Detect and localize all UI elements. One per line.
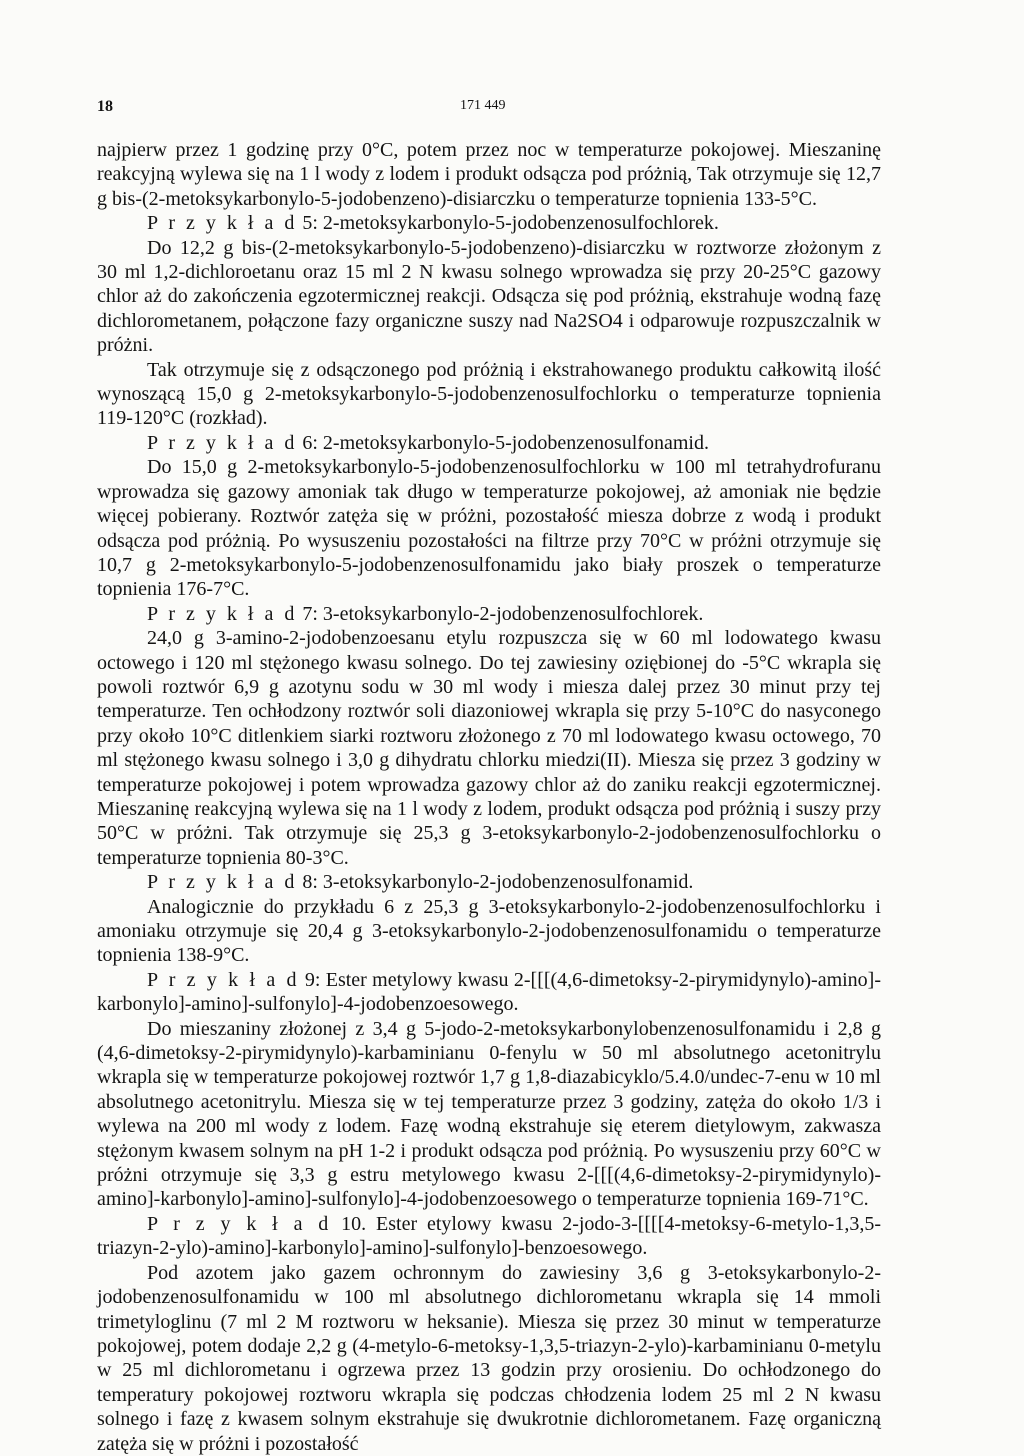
example-label: P r z y k ł a d — [147, 968, 300, 991]
paragraph: najpierw przez 1 godzinę przy 0°C, potem przez noc w temperaturze pokojowej. Mieszaninę reakcyjną wylewa się na 1 l wody z lodem i produkt odsącza pod próżnią, Tak otrzymuje się 12,7 g bis-(2-metoksykarbonylo-5-jodobenzeno)-disiarczku o temperaturze topnienia 133-5°C. — [97, 139, 881, 210]
example-heading: P r z y k ł a d 9: Ester metylowy kwasu 2-[[[(4,6-dimetoksy-2-pirymidynylo)-amino]-karbonylo]-amino]-sulfonylo]-4-jodobenzoesowego. — [97, 968, 882, 1016]
example-heading: P r z y k ł a d 10. Ester etylowy kwasu 2-jodo-3-[[[[4-metoksy-6-metylo-1,3,5-triazyn-2-ylo)-amino]-karbonylo]-amino]-sulfonylo]-benzoesowego. — [97, 1212, 881, 1260]
example-label: P r z y k ł a d — [147, 1212, 332, 1235]
example-label: P r z y k ł a d — [147, 602, 298, 625]
paragraph: Do 15,0 g 2-metoksykarbonylo-5-jodobenzenosulfochlorku w 100 ml tetrahydrofuranu wprowadza się gazowy amoniak tak długo w temperaturze pokojowej, aż amoniak nie będzie więcej pobierany. Roztwór zatęża się w próżni, pozostałość miesza dobrze z wodą i produkt odsącza pod próżnią. Po wysuszeniu pozostałości na filtrze przy 70°C w próżni otrzymuje się 10,7 g 2-metoksykarbonylo-5-jodobenzenosulfonamidu jako biały proszek o temperaturze topnienia 176-7°C. — [97, 456, 881, 601]
paragraph: Do mieszaniny złożonej z 3,4 g 5-jodo-2-metoksykarbonylobenzenosulfonamidu i 2,8 g (4,6-dimetoksy-2-pirymidynylo)-karbaminianu 0-fenylu w 50 ml absolutnego acetonitrylu wkrapla się w temperaturze pokojowej roztwór 1,7 g 1,8-diazabicyklo/5.4.0/undec-7-enu w 10 ml absolutnego acetonitrylu. Miesza się w tej temperaturze przez 3 godziny, zatęża do około 1/3 i wylewa na 200 ml wody z lodem. Fazę wodną ekstrahuje się eterem dietylowym, zakwasza stężonym kwasem solnym na pH 1-2 i produkt odsącza pod próżnią. Po wysuszeniu przy 60°C w próżni otrzymuje się 3,3 g estru metylowego kwasu 2-[[[(4,6-dimetoksy-2-pirymidynylo)-amino]-karbonylo]-amino]-sulfonylo]-4-jodobenzoesowego o temperaturze topnienia 169-71°C. — [97, 1017, 881, 1211]
document-body — [97, 138, 881, 1456]
example-heading: P r z y k ł a d 6: 2-metoksykarbonylo-5-jodobenzenosulfonamid. — [147, 431, 709, 454]
paragraph: Pod azotem jako gazem ochronnym do zawiesiny 3,6 g 3-etoksykarbonylo-2-jodobenzenosulfonamidu w 100 ml absolutnego dichlorometanu wkrapla się 14 mmoli trimetyloglinu (7 ml 2 M roztworu w heksanie). Miesza się przez 30 minut w temperaturze pokojowej, potem dodaje 2,2 g (4-metylo-6-metoksy-1,3,5-triazyn-2-ylo)-karbaminianu 0-metylu w 25 ml dichlorometanu i ogrzewa przez 13 godzin przy orosieniu. Do ochłodzonego do temperatury pokojowej roztworu wkrapla się podczas chłodzenia lodem 25 ml 2 N kwasu solnego i fazę z kwasem solnym ekstrahuje się dwukrotnie dichlorometanem. Fazę organiczną zatęża się w próżni i pozostałość — [97, 1261, 881, 1455]
example-heading: P r z y k ł a d 7: 3-etoksykarbonylo-2-jodobenzenosulfochlorek. — [147, 602, 704, 625]
example-label: P r z y k ł a d — [147, 871, 298, 894]
patent-number: 171 449 — [460, 98, 506, 113]
page-number: 18 — [97, 98, 113, 115]
paragraph: Do 12,2 g bis-(2-metoksykarbonylo-5-jodobenzeno)-disiarczku w roztworze złożonym z 30 ml 1,2-dichloroetanu oraz 15 ml 2 N kwasu solnego wprowadza się przy 20-25°C gazowy chlor aż do zakończenia egzotermicznej reakcji. Odsącza się pod próżnią, ekstrahuje wodną fazę dichlorometanem, połączone fazy organiczne suszy nad Na2SO4 i odparowuje rozpuszczalnik w próżni. — [97, 236, 881, 357]
example-label: P r z y k ł a d — [147, 431, 298, 454]
paragraph: Tak otrzymuje się z odsączonego pod próżnią i ekstrahowanego produktu całkowitą ilość wynoszącą 15,0 g 2-metoksykarbonylo-5-jodobenzenosulfochlorku o temperaturze topnienia 119-120°C (rozkład). — [97, 358, 881, 430]
example-heading: P r z y k ł a d 5: 2-metoksykarbonylo-5-jodobenzenosulfochlorek. — [147, 212, 719, 235]
paragraph: 24,0 g 3-amino-2-jodobenzoesanu etylu rozpuszcza się w 60 ml lodowatego kwasu octowego i 120 ml stężonego kwasu solnego. Do tej zawiesiny oziębionej do -5°C wkrapla się powoli roztwór 6,9 g azotynu sodu w 30 ml wody i miesza dalej przez 30 minut przy tej temperaturze. Ten ochłodzony roztwór soli diazoniowej wkrapla się przy 5-10°C do nasyconego przy około 10°C ditlenkiem siarki roztworu złożonego z 70 ml lodowatego kwasu octowego, 70 ml stężonego kwasu solnego i 3,0 g dihydratu chlorku miedzi(II). Miesza się przez 3 godziny w temperaturze pokojowej i potem wprowadza gazowy chlor aż do zaniku reakcji egzotermicznej. Mieszaninę reakcyjną wylewa się na 1 l wody z lodem, produkt odsącza pod próżnią i suszy przy 50°C w próżni. Tak otrzymuje się 25,3 g 3-etoksykarbonylo-2-jodobenzenosulfochlorku o temperaturze topnienia 80-3°C. — [97, 627, 881, 869]
example-label: P r z y k ł a d — [147, 212, 298, 235]
example-heading: P r z y k ł a d 8: 3-etoksykarbonylo-2-jodobenzenosulfonamid. — [147, 871, 694, 894]
paragraph: Analogicznie do przykładu 6 z 25,3 g 3-etoksykarbonylo-2-jodobenzenosulfochlorku i amoniaku otrzymuje się 20,4 g 3-etoksykarbonylo-2-jodobenzenosulfonamidu o temperaturze topnienia 138-9°C. — [97, 895, 881, 967]
